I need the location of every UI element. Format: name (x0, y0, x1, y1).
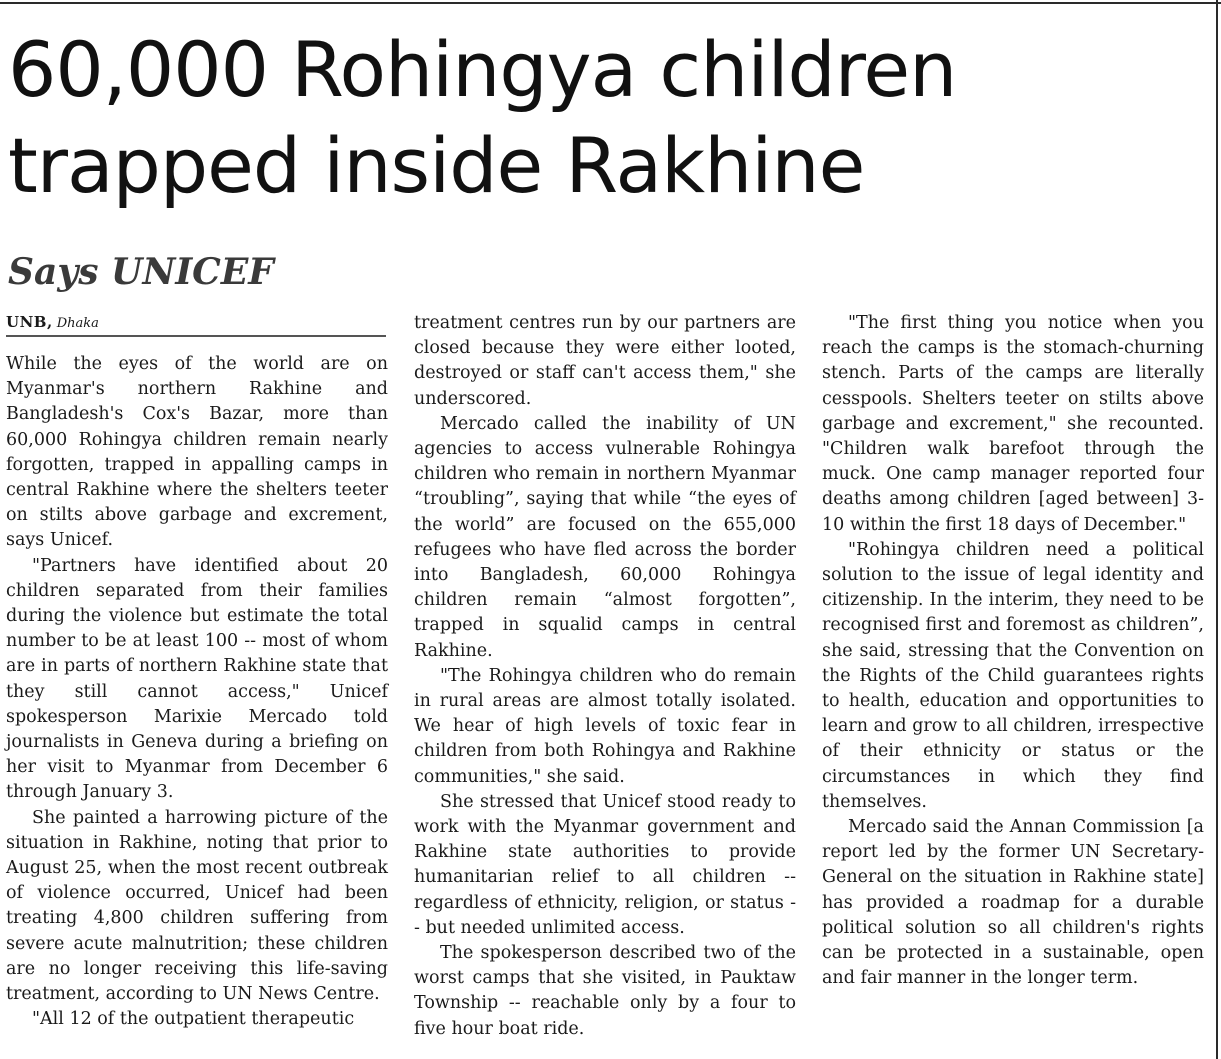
byline-place: Dhaka (56, 316, 99, 331)
article-headline: 60,000 Rohingya children trapped inside Rakhine (8, 25, 957, 210)
paragraph: "The first thing you notice when you reach the camps is the stomach-churning stench. Parts of the camps are literally cesspools. Shelters teeter on stilts above garbage and excrement," she recounted. "Children walk barefoot through the muck. One camp manager reported four deaths among children [aged between] 3-10 within the first 18 days of December." (822, 313, 1204, 535)
paragraph: While the eyes of the world are on Myanmar's northern Rakhine and Bangladesh's Cox's Bazar, more than 60,000 Rohingya children remain nearly forgotten, trapped in appalling camps in central Rakhine where the shelters teeter on stilts above garbage and excrement, says Unicef. (6, 354, 388, 551)
byline (6, 312, 386, 337)
paragraph: Mercado said the Annan Commission [a report led by the former UN Secretary-General on the situation in Rakhine state] has provided a roadmap for a durable political solution so all children's rights can be protected in a sustainable, open and fair manner in the longer term. (822, 817, 1204, 989)
paragraph: "Partners have identified about 20 children separated from their families during the violence but estimate the total number to be at least 100 -- most of whom are in parts of northern Rakhine state that they still cannot access," Unicef spokesperson Marixie Mercado told journalists in Geneva during a briefing on her visit to Myanmar from December 6 through January 3. (6, 555, 388, 803)
paragraph: "The Rohingya children who do remain in rural areas are almost totally isolated. We hear of high levels of toxic fear in children from both Rohingya and Rakhine communities," she said. (414, 665, 796, 787)
paragraph: "All 12 of the outpatient therapeutic (32, 1009, 355, 1030)
page-border-right (1216, 0, 1218, 1059)
byline-agency: UNB, (6, 313, 53, 331)
article-column-3 (822, 311, 1204, 991)
article-column-2 (414, 311, 796, 1042)
article-kicker: Says UNICEF (8, 251, 274, 293)
page-border-top (0, 2, 1221, 4)
paragraph: The spokesperson described two of the worst camps that she visited, in Pauktaw Township -- reachable only by a four to five hour boat ride. (414, 943, 796, 1039)
paragraph: She painted a harrowing picture of the situation in Rakhine, noting that prior to August 25, when the most recent outbreak of violence occurred, Unicef had been treating 4,800 children suffering from severe acute malnutrition; these children are no longer receiving this life-saving treatment, according to UN News Centre. (6, 807, 388, 1005)
paragraph: treatment centres run by our partners are closed because they were either looted, destroyed or staff can't access them," she underscored. (414, 313, 796, 409)
article-column-1 (6, 352, 388, 1032)
paragraph: Mercado called the inability of UN agencies to access vulnerable Rohingya children who remain in northern Myanmar “troubling”, saying that while “the eyes of the world” are focused on the 655,000 refugees who have fled across the border into Bangladesh, 60,000 Rohingya children remain “almost forgotten”, trapped in squalid camps in central Rakhine. (414, 413, 796, 661)
paragraph: "Rohingya children need a political solution to the issue of legal identity and citizenship. In the interim, they need to be recognised first and foremost as children”, she said, stressing that the Convention on the Rights of the Child guarantees rights to health, education and opportunities to learn and grow to all children, irrespective of their ethnicity or status or the circumstances in which they find themselves. (822, 539, 1204, 812)
paragraph: She stressed that Unicef stood ready to work with the Myanmar government and Rakhine state authorities to provide humanitarian relief to all children -- regardless of ethnicity, religion, or status -- but needed unlimited access. (414, 791, 796, 938)
